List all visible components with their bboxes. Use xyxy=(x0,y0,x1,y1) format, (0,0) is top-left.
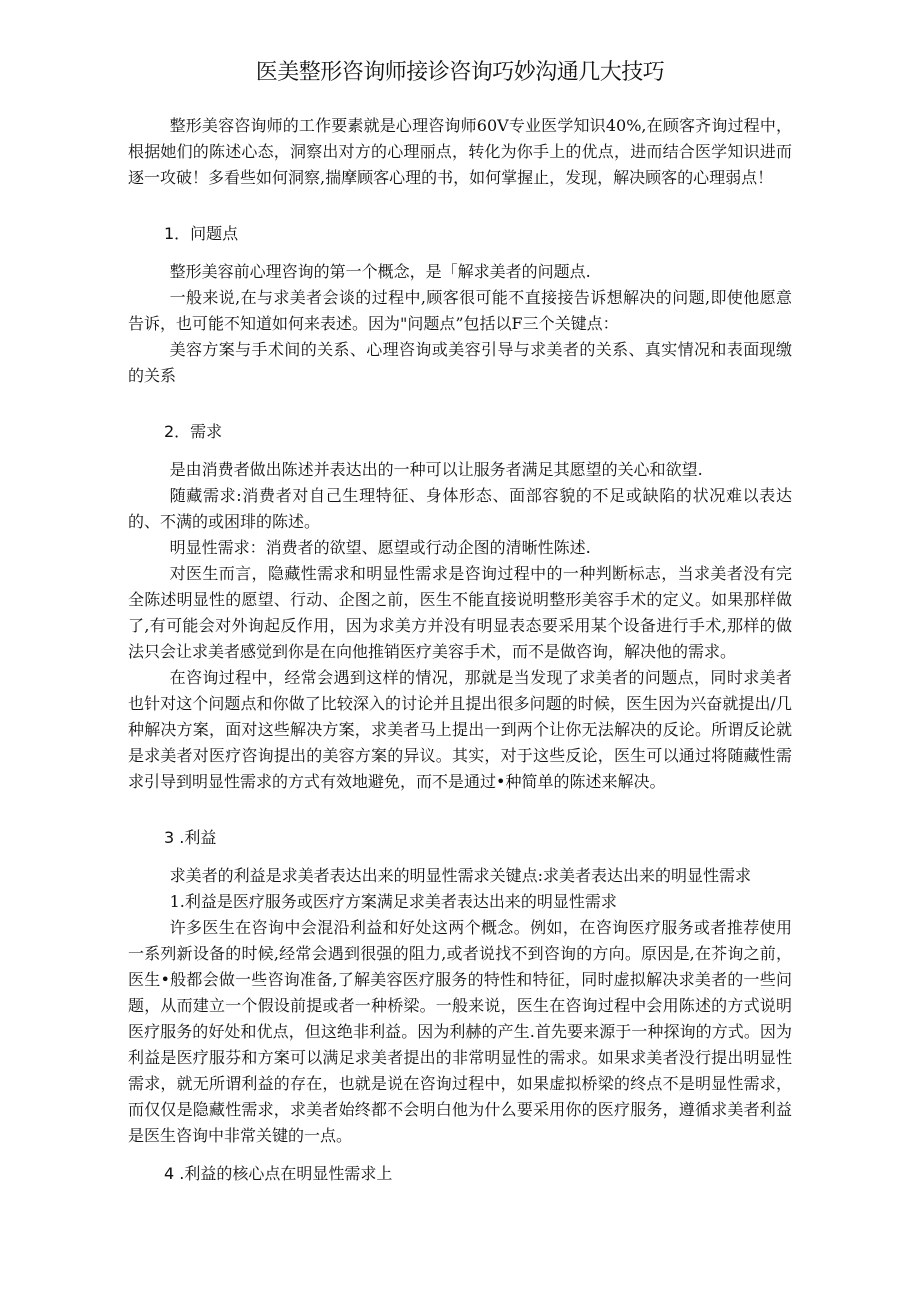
sub-heading: 4 .利益的核心点在明显性需求上 xyxy=(164,1164,393,1183)
paragraph: 许多医生在咨询中会混沿利益和好处这两个概念。例如，在咨询医疗服务或者推荐使用一系列新设备的时候,经常会遇到很强的阻力,或者说找不到咨询的方向。原因是,在芥询之前，医生•般都会做一些咨询准备,了解美容医疗服务的特性和特征，同时虚拟解决求美者的一些问题，从而建立一个假设前提或者一种桥梁。一般来说，医生在咨询过程中会用陈述的方式说明医疗服务的好处和优点，但这绝非利益。因为利赫的产生.首先要来源于一种探询的方式。因为利益是医疗服芬和方案可以满足求美者提出的非常明显性的需求。如果求美者没行提出明显性需求，就无所谓利益的存在，也就是说在咨询过程中，如果虚拟桥梁的终点不是明显性需求，而仅仅是隐藏性需求，求美者始终都不会明白他为什么要采用你的医疗服务，遵循求美者利益是医生咨询中非常关键的一点。 xyxy=(128,918,792,1145)
paragraph: 美容方案与手术间的关系、心理咨询或美容引导与求美者的关系、真实情况和表面现缴的关系 xyxy=(128,340,792,385)
sub-item: 1.利益是医疗服务或医疗方案满足求美者表达出来的明显性需求 xyxy=(169,892,617,911)
paragraph: 在咨询过程中，经常会遇到这样的情况，那就是当发现了求美者的问题点，同时求美者也针对这个问题点和你做了比较深入的讨论并且提出很多问题的时候，医生因为兴奋就提出/几种解决方案，面对这些解决方案，求美者马上提出一到两个让你无法解决的反论。所谓反论就是求美者对医疗咨询提出的美容方案的异议。其实，对于这些反论，医生可以通过将随藏性需求引导到明显性需求的方式有效地避免，而不是通过•种简单的陈述来解决。 xyxy=(128,668,792,791)
section-heading: 2．需求 xyxy=(164,422,223,441)
section-heading: 1．问题点 xyxy=(164,224,239,243)
paragraph: 明显性需求：消费者的欲望、愿望或行动企图的清晰性陈述. xyxy=(169,538,591,557)
document-title: 医美整形咨询师接诊咨询巧妙沟通几大技巧 xyxy=(255,60,665,85)
paragraph: 对医生而言，隐藏性需求和明显性需求是咨询过程中的一种判断标志，当求美者没有完全陈述明显性的愿望、行动、企图之前，医生不能直接说明整形美容手术的定义。如果那样做了,有可能会对外询起反作用，因为求美方并没有明显表态要采用某个设备进行手术,那样的做法只会让求美者感觉到你是在向他推销医疗美容手术，而不是做咨询，解决他的需求。 xyxy=(128,564,792,661)
paragraph: 求美者的利益是求美者表达出来的明显性需求关键点:求美者表达出来的明显性需求 xyxy=(169,866,751,885)
paragraph: 是由消费者做出陈述并表达出的一种可以让服务者满足其愿望的关心和欲望. xyxy=(169,460,703,479)
document-body xyxy=(128,113,792,1187)
paragraph: 随藏需求:消费者对自己生理特征、身体形态、面部容貌的不足或缺陷的状况难以表达的、不满的或困琲的陈述。 xyxy=(128,486,792,531)
section-heading: 3 .利益 xyxy=(164,828,217,847)
intro-paragraph: 整形美容咨询师的工作要素就是心理咨询师60V专业医学知识40%,在顾客齐询过程中，根据她们的陈述心态，洞察出对方的心理丽点，转化为你手上的优点，进而结合医学知识进而逐一攻破！多看些如何洞察,揣摩顾客心理的书，如何掌握止，发现，解决顾客的心理弱点！ xyxy=(128,116,792,187)
paragraph: 一般来说,在与求美者会谈的过程中,顾客很可能不直接接告诉想解决的问题,即使他愿意告诉，也可能不知道如何来表述。因为"问题点”包括以F三个关键点： xyxy=(128,288,792,333)
paragraph: 整形美容前心理咨询的第一个概念，是「解求美者的问题点. xyxy=(169,262,591,281)
